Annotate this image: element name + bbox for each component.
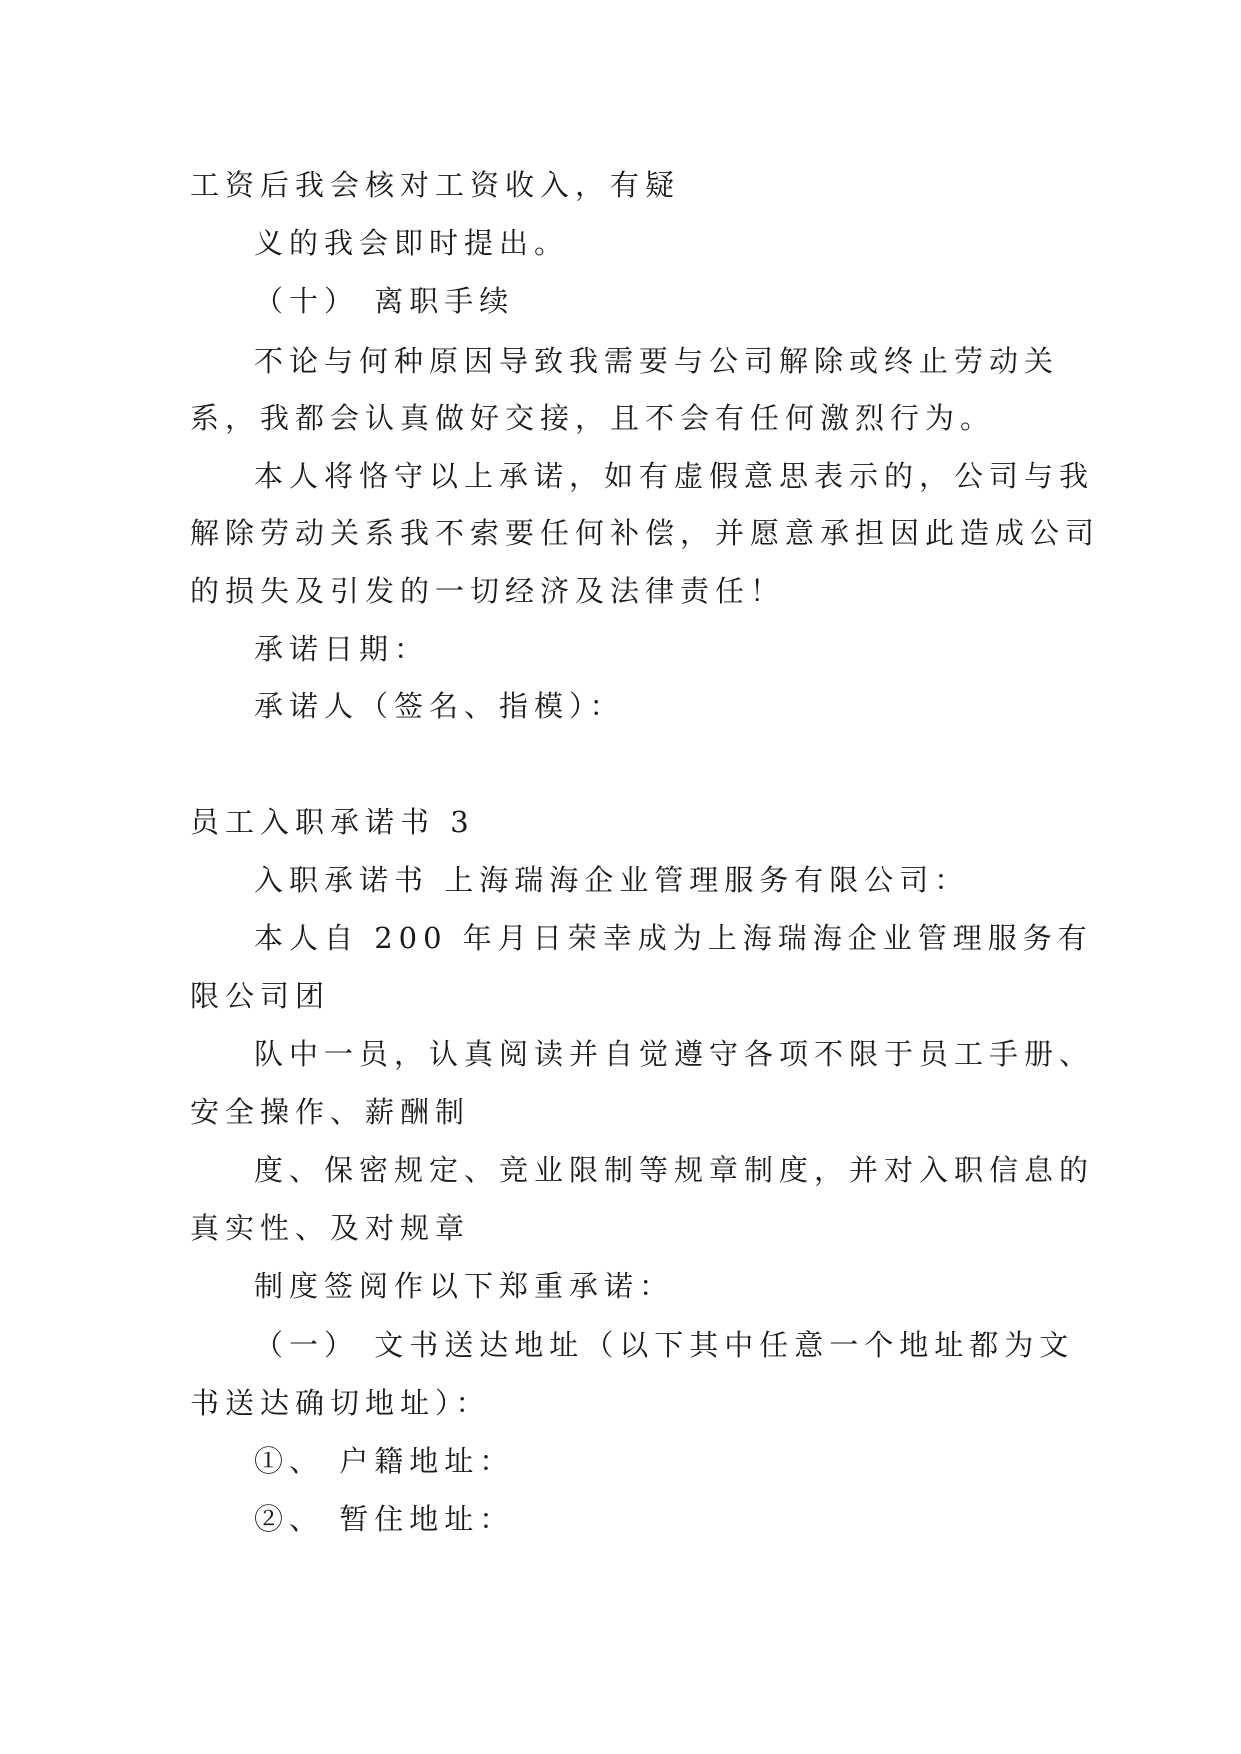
text-line: 队中一员，认真阅读并自觉遵守各项不限于员工手册、 — [254, 1037, 1095, 1071]
text-line: 解除劳动关系我不索要任何补偿，并愿意承担因此造成公司 — [190, 516, 1101, 550]
text-line: 书送达确切地址）： — [190, 1386, 491, 1420]
text-line: 限公司团 — [190, 979, 331, 1013]
text-line: 本人自 200 年月日荣幸成为上海瑞海企业管理服务有 — [254, 921, 1093, 955]
address-item: ①、 户籍地址： — [254, 1444, 515, 1478]
text-line: 义的我会即时提出。 — [254, 226, 570, 260]
text-line: 工资后我会核对工资收入，有疑 — [190, 168, 681, 202]
text-line: 本人将恪守以上承诺，如有虚假意思表示的，公司与我 — [254, 459, 1095, 493]
text-line: 度、保密规定、竞业限制等规章制度，并对入职信息的 — [254, 1153, 1095, 1187]
text-line: 制度签阅作以下郑重承诺： — [254, 1269, 675, 1303]
address-item: ②、 暂住地址： — [254, 1502, 515, 1536]
text-line: 系，我都会认真做好交接，且不会有任何激烈行为。 — [190, 401, 996, 435]
text-line: 不论与何种原因导致我需要与公司解除或终止劳动关 — [254, 344, 1060, 378]
text-line: 真实性、及对规章 — [190, 1211, 471, 1245]
text-line: 安全操作、薪酬制 — [190, 1095, 471, 1129]
signature-date-label: 承诺日期： — [254, 632, 430, 666]
text-line: 入职承诺书 上海瑞海企业管理服务有限公司： — [254, 863, 970, 897]
signatory-label: 承诺人（签名、指模）： — [254, 689, 625, 723]
section-heading: （一） 文书送达地址（以下其中任意一个地址都为文 — [254, 1328, 1075, 1362]
text-line: 的损失及引发的一切经济及法律责任！ — [190, 574, 786, 608]
document-title: 员工入职承诺书 3 — [190, 805, 475, 839]
section-heading: （十） 离职手续 — [254, 284, 515, 318]
